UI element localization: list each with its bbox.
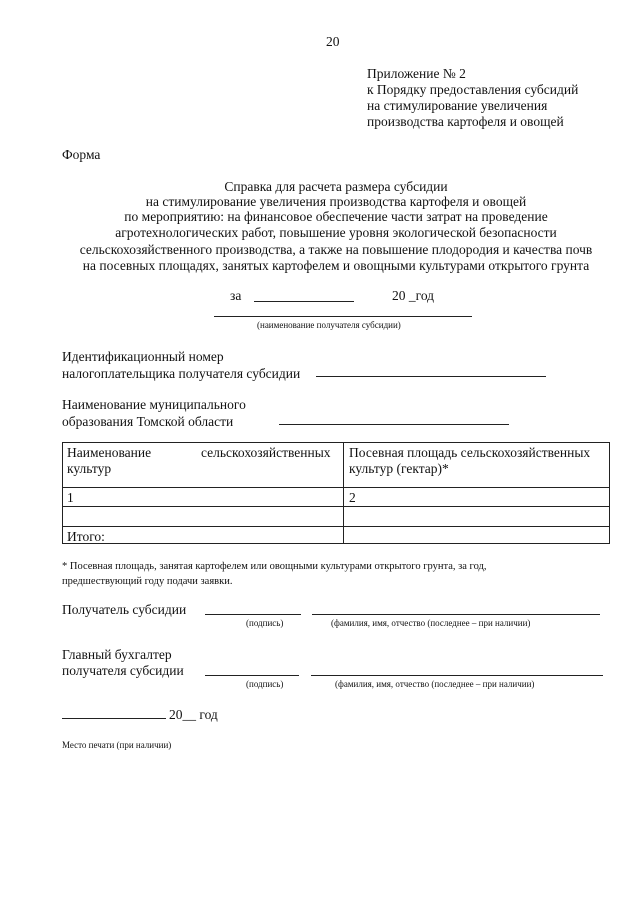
table-col-number-2: 2 xyxy=(349,490,356,505)
municipality-field[interactable] xyxy=(279,424,509,425)
footnote-line-2: предшествующий году подачи заявки. xyxy=(62,576,233,587)
period-blank[interactable] xyxy=(254,301,354,302)
table-row-divider xyxy=(63,487,609,488)
table-header-area-a: Посевная площадь сельскохозяйственных xyxy=(349,445,591,460)
inn-label-1: Идентификационный номер xyxy=(62,349,224,364)
recipient-signature-field[interactable] xyxy=(205,614,301,615)
date-year: 20__ год xyxy=(169,707,218,722)
period-za: за xyxy=(230,288,242,303)
appendix-line-3: на стимулирование увеличения xyxy=(367,98,548,113)
title-line-5: сельскохозяйственного производства, а также на повышение плодородия и качества почв xyxy=(79,242,593,257)
recipient-caption: (наименование получателя субсидии) xyxy=(257,320,401,330)
accountant-label-2: получателя субсидии xyxy=(62,663,184,678)
stamp-note: Место печати (при наличии) xyxy=(62,740,172,750)
title-line-1: Справка для расчета размера субсидии xyxy=(224,179,448,194)
appendix-line-2: к Порядку предоставления субсидий xyxy=(367,82,579,97)
accountant-sign-caption: (подпись) xyxy=(246,679,284,689)
appendix-line-1: Приложение № 2 xyxy=(367,66,466,81)
table-row-divider xyxy=(63,506,609,507)
page-number: 20 xyxy=(326,34,340,49)
table-total-label: Итого: xyxy=(67,529,105,544)
municipality-label-1: Наименование муниципального xyxy=(62,397,246,412)
form-label: Форма xyxy=(62,147,101,162)
recipient-signature-label: Получатель субсидии xyxy=(62,602,187,617)
table-header-crop-c: культур xyxy=(67,461,112,476)
title-line-2: на стимулирование увеличения производства картофеля и овощей xyxy=(145,194,527,209)
appendix-line-4: производства картофеля и овощей xyxy=(367,114,564,129)
accountant-fullname-field[interactable] xyxy=(311,675,603,676)
table-col-number-1: 1 xyxy=(67,490,74,505)
table-header-crop-b: сельскохозяйственных xyxy=(201,445,331,460)
table-header-crop-a: Наименование xyxy=(67,445,152,460)
accountant-label-1: Главный бухгалтер xyxy=(62,647,172,662)
table-row-divider xyxy=(63,526,609,527)
recipient-name-caption: (фамилия, имя, отчество (последнее – при наличии) xyxy=(331,618,531,628)
recipient-sign-caption: (подпись) xyxy=(246,618,284,628)
crops-table xyxy=(62,442,610,544)
date-field[interactable] xyxy=(62,718,166,719)
period-year: 20 _год xyxy=(392,288,435,303)
accountant-name-caption: (фамилия, имя, отчество (последнее – при наличии) xyxy=(335,679,535,689)
municipality-label-2: образования Томской области xyxy=(62,414,234,429)
title-line-6: на посевных площадях, занятых картофелем и овощными культурами открытого грунта xyxy=(82,258,590,273)
title-line-4: агротехнологических работ, повышение уровня экологической безопасности xyxy=(115,225,557,240)
inn-label-2: налогоплательщика получателя субсидии xyxy=(62,366,301,381)
inn-field[interactable] xyxy=(316,376,546,377)
recipient-fullname-field[interactable] xyxy=(312,614,600,615)
footnote-line-1: * Посевная площадь, занятая картофелем или овощными культурами открытого грунта, за год, xyxy=(62,561,487,572)
accountant-signature-field[interactable] xyxy=(205,675,299,676)
table-column-divider xyxy=(343,443,344,543)
recipient-name-field[interactable] xyxy=(214,316,472,317)
table-header-area-b: культур (гектар)* xyxy=(349,461,449,476)
title-line-3: по мероприятию: на финансовое обеспечение части затрат на проведение xyxy=(124,209,548,224)
